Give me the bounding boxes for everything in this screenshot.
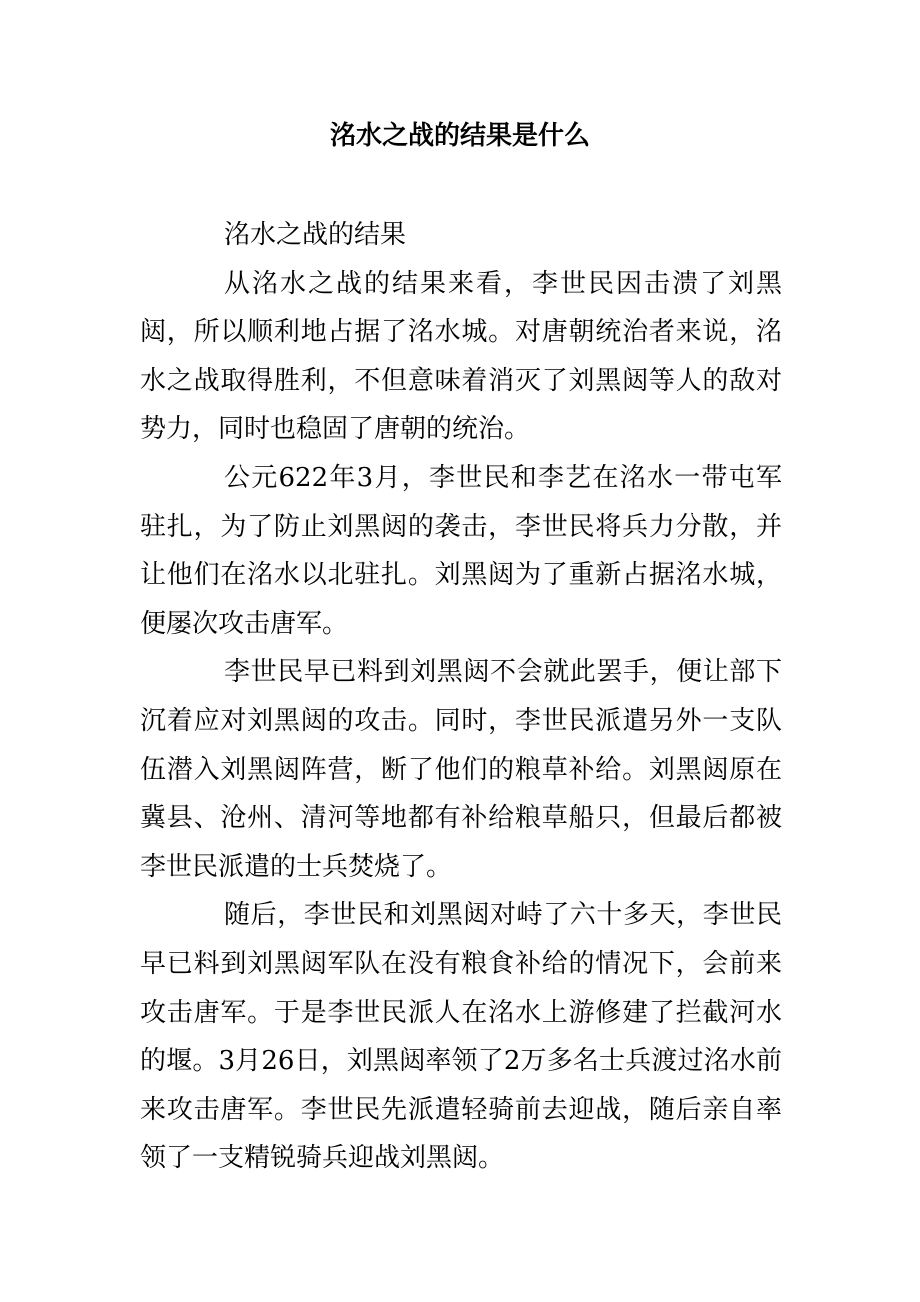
paragraph: 公元622年3月，李世民和李艺在洺水一带屯军驻扎，为了防止刘黑闼的袭击，李世民将兵力分散，并让他们在洺水以北驻扎。刘黑闼为了重新占据洺水城，便屡次攻击唐军。: [140, 462, 782, 639]
paragraph: 从洺水之战的结果来看，李世民因击溃了刘黑闼，所以顺利地占据了洺水城。对唐朝统治者来说，洺水之战取得胜利，不但意味着消灭了刘黑闼等人的敌对势力，同时也稳固了唐朝的统治。: [140, 268, 782, 445]
paragraph: 李世民早已料到刘黑闼不会就此罢手，便让部下沉着应对刘黑闼的攻击。同时，李世民派遣另外一支队伍潜入刘黑闼阵营，断了他们的粮草补给。刘黑闼原在冀县、沧州、清河等地都有补给粮草船只，但最后都被李世民派遣的士兵焚烧了。: [140, 657, 782, 882]
paragraph: 随后，李世民和刘黑闼对峙了六十多天，李世民早已料到刘黑闼军队在没有粮食补给的情况下，会前来攻击唐军。于是李世民派人在洺水上游修建了拦截河水的堰。3月26日，刘黑闼率领了2万多名士兵渡过洺水前来攻击唐军。李世民先派遣轻骑前去迎战，随后亲自率领了一支精锐骑兵迎战刘黑闼。: [140, 900, 782, 1174]
document-title: 洺水之战的结果是什么: [329, 121, 590, 151]
section-heading: 洺水之战的结果: [224, 220, 407, 250]
document-body: [140, 211, 782, 1183]
